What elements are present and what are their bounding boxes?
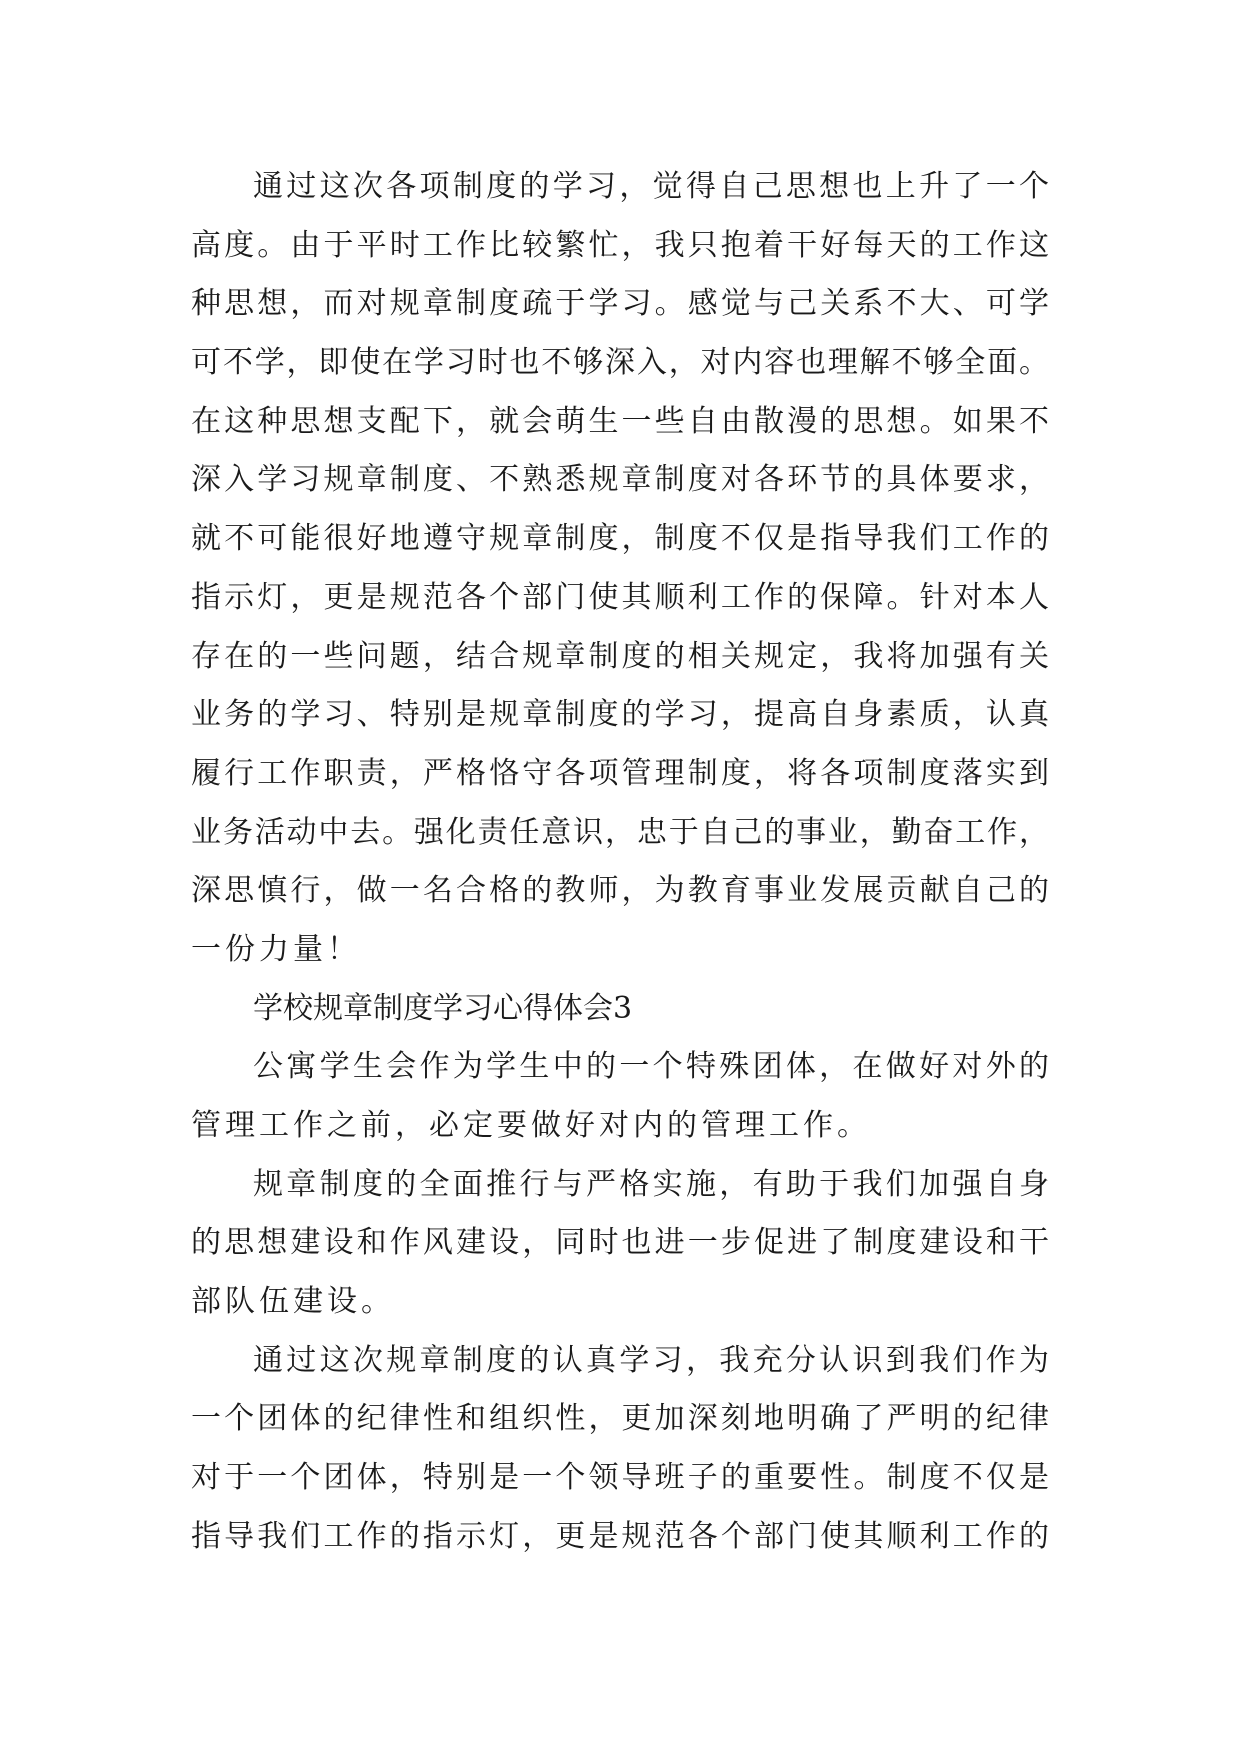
paragraph-line: 一份力量！	[191, 931, 361, 967]
paragraph-line: 对于一个团体，特别是一个领导班子的重要性。制度不仅是	[191, 1460, 1049, 1496]
paragraph-line: 存在的一些问题，结合规章制度的相关规定，我将加强有关	[191, 638, 1049, 674]
paragraph-line: 部队伍建设。	[191, 1284, 395, 1320]
paragraph-line: 深入学习规章制度、不熟悉规章制度对各环节的具体要求，	[191, 462, 1049, 498]
paragraph-line: 种思想，而对规章制度疏于学习。感觉与己关系不大、可学	[191, 286, 1049, 322]
section-heading: 学校规章制度学习心得体会3	[253, 990, 633, 1026]
paragraph-line: 就不可能很好地遵守规章制度，制度不仅是指导我们工作的	[191, 521, 1049, 557]
document-body	[191, 158, 1049, 1567]
paragraph-line: 可不学，即使在学习时也不够深入，对内容也理解不够全面。	[191, 345, 1049, 381]
paragraph-line: 指示灯，更是规范各个部门使其顺利工作的保障。针对本人	[191, 579, 1049, 615]
paragraph-line: 深思慎行，做一名合格的教师，为教育事业发展贡献自己的	[191, 873, 1049, 909]
paragraph-line: 履行工作职责，严格恪守各项管理制度，将各项制度落实到	[191, 755, 1049, 791]
paragraph-line: 规章制度的全面推行与严格实施，有助于我们加强自身	[253, 1166, 1049, 1202]
paragraph-line: 业务活动中去。强化责任意识，忠于自己的事业，勤奋工作，	[191, 814, 1049, 850]
paragraph-line: 在这种思想支配下，就会萌生一些自由散漫的思想。如果不	[191, 403, 1049, 439]
paragraph-line: 管理工作之前，必定要做好对内的管理工作。	[191, 1108, 871, 1143]
paragraph-line: 的思想建设和作风建设，同时也进一步促进了制度建设和干	[191, 1225, 1049, 1261]
paragraph-line: 高度。由于平时工作比较繁忙，我只抱着干好每天的工作这	[191, 227, 1049, 263]
paragraph-line: 通过这次各项制度的学习，觉得自己思想也上升了一个	[253, 169, 1049, 204]
paragraph-line: 业务的学习、特别是规章制度的学习，提高自身素质，认真	[191, 697, 1049, 733]
paragraph-line: 一个团体的纪律性和组织性，更加深刻地明确了严明的纪律	[191, 1401, 1049, 1437]
paragraph-line: 通过这次规章制度的认真学习，我充分认识到我们作为	[253, 1342, 1049, 1378]
paragraph-line: 公寓学生会作为学生中的一个特殊团体，在做好对外的	[253, 1049, 1049, 1085]
paragraph-line: 指导我们工作的指示灯，更是规范各个部门使其顺利工作的	[191, 1518, 1049, 1554]
